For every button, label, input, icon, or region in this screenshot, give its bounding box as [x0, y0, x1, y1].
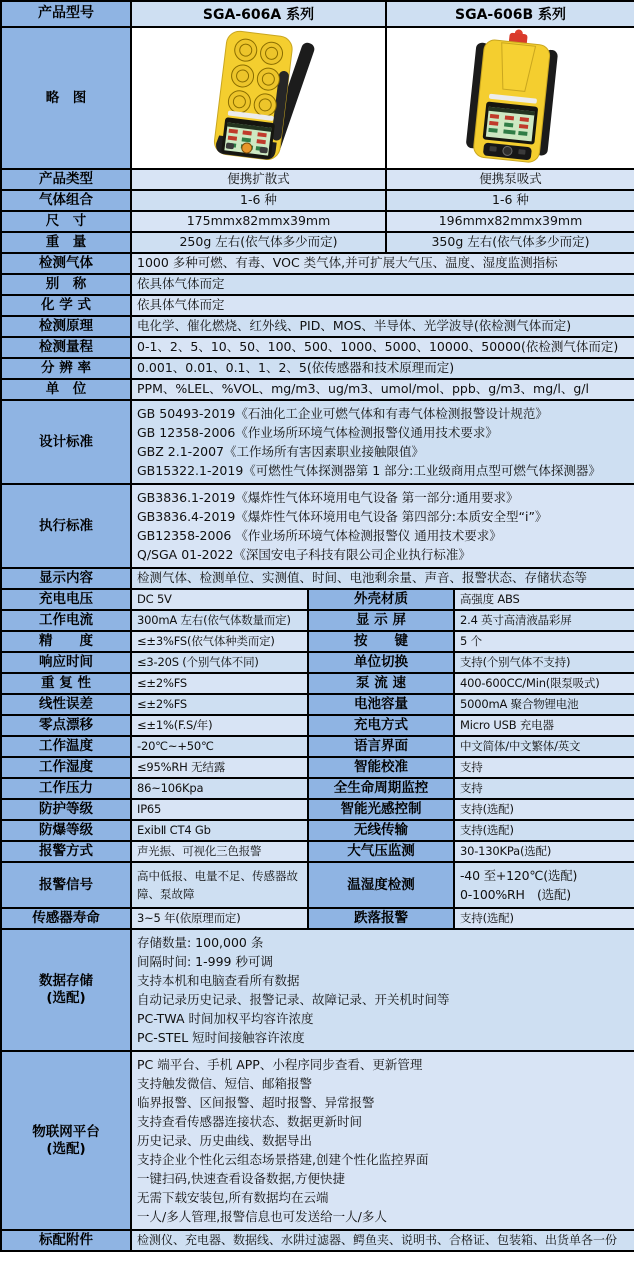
value-line: 一键扫码,快速查看设备数据,方便快捷	[137, 1171, 345, 1186]
spec-value: 检测仪、充电器、数据线、水阱过滤器、鳄鱼夹、说明书、合格证、包装箱、出货单各一份	[131, 1230, 634, 1251]
label-product-model: 产品型号	[1, 1, 131, 27]
standard-line: Q/SGA 01-2022《深国安电子科技有限公司企业执行标准》	[137, 547, 471, 562]
spec-value: ≤3-20S (个别气体不同)	[131, 652, 308, 673]
standard-line: GBZ 2.1-2007《工作场所有害因素职业接触限值》	[137, 444, 425, 459]
spec-value: ≤±2%FS	[131, 694, 308, 715]
spec-label: 工作温度	[1, 736, 131, 757]
sketch-cell-b	[386, 27, 634, 169]
row-detection-principle	[1, 316, 634, 337]
label-line: (选配)	[46, 990, 86, 1006]
value-line: PC-TWA 时间加权平均容许浓度	[137, 1011, 314, 1026]
row-charge-voltage	[1, 589, 634, 610]
spec-label: 单 位	[1, 379, 131, 400]
spec-value: 支持(个别气体不支持)	[454, 652, 634, 673]
spec-label: 执行标准	[1, 484, 131, 568]
spec-label: 响应时间	[1, 652, 131, 673]
label-sketch: 略 图	[1, 27, 131, 169]
sga-606b-product-image	[387, 28, 634, 168]
spec-label: 显 示 屏	[308, 610, 454, 631]
spec-value: IP65	[131, 799, 308, 820]
spec-value: 1000 多种可燃、有毒、VOC 类气体,并可扩展大气压、温度、湿度监测指标	[131, 253, 634, 274]
spec-value-a: 便携扩散式	[131, 169, 386, 190]
row-data-storage	[1, 929, 634, 1051]
row-linearity-error	[1, 694, 634, 715]
row-working-humidity	[1, 757, 634, 778]
spec-label: 充电电压	[1, 589, 131, 610]
spec-label: 充电方式	[308, 715, 454, 736]
spec-label: 外壳材质	[308, 589, 454, 610]
spec-label: 设计标准	[1, 400, 131, 484]
spec-value: ≤±2%FS	[131, 673, 308, 694]
spec-label: 电池容量	[308, 694, 454, 715]
row-sensor-life	[1, 908, 634, 929]
spec-label: 泵 流 速	[308, 673, 454, 694]
spec-label: 重 量	[1, 232, 131, 253]
spec-value: 2.4 英寸高清液晶彩屏	[454, 610, 634, 631]
spec-value: ≤±3%FS(依气体种类而定)	[131, 631, 308, 652]
spec-value: 300mA 左右(依气体数量而定)	[131, 610, 308, 631]
row-working-temperature	[1, 736, 634, 757]
spec-value: 支持	[454, 778, 634, 799]
value-line: PC 端平台、手机 APP、小程序同步查看、更新管理	[137, 1057, 423, 1072]
header-sga-606a: SGA-606A 系列	[131, 1, 386, 27]
row-alarm-mode	[1, 841, 634, 862]
spec-label: 标配附件	[1, 1230, 131, 1251]
row-explosion-proof-rating	[1, 820, 634, 841]
spec-value-lines	[131, 484, 634, 568]
spec-label: 精 度	[1, 631, 131, 652]
row-detection-range	[1, 337, 634, 358]
row-working-current	[1, 610, 634, 631]
spec-value: 依具体气体而定	[131, 274, 634, 295]
spec-value-lines	[131, 929, 634, 1051]
row-sketch	[1, 27, 634, 169]
spec-label: 气体组合	[1, 190, 131, 211]
spec-label: 按 键	[308, 631, 454, 652]
spec-value-b: 1-6 种	[386, 190, 634, 211]
spec-label: 显示内容	[1, 568, 131, 589]
standard-line: GB 12358-2006《作业场所环境气体检测报警仪通用技术要求》	[137, 425, 498, 440]
standard-line: GB3836.1-2019《爆炸性气体环境用电气设备 第一部分:通用要求》	[137, 490, 519, 505]
spec-label: 大气压监测	[308, 841, 454, 862]
spec-label: 零点漂移	[1, 715, 131, 736]
standard-line: GB 50493-2019《石油化工企业可燃气体和有毒气体检测报警设计规范》	[137, 406, 548, 421]
row-chemical-formula	[1, 295, 634, 316]
spec-value: 支持(选配)	[454, 820, 634, 841]
header-sga-606b: SGA-606B 系列	[386, 1, 634, 27]
spec-value: 0-1、2、5、10、50、100、500、1000、5000、10000、50000(依检测气体而定)	[131, 337, 634, 358]
sga-606a-product-image	[134, 28, 383, 168]
row-response-time	[1, 652, 634, 673]
spec-value: 30-130KPa(选配)	[454, 841, 634, 862]
spec-value: 高中低报、电量不足、传感器故障、泵故障	[131, 862, 308, 908]
value-line: PC-STEL 短时间接触容许浓度	[137, 1030, 305, 1045]
spec-label	[1, 929, 131, 1051]
spec-value: ≤±1%(F.S/年)	[131, 715, 308, 736]
spec-label: 线性误差	[1, 694, 131, 715]
spec-label: 工作压力	[1, 778, 131, 799]
spec-value-b: 196mmx82mmx39mm	[386, 211, 634, 232]
row-accuracy	[1, 631, 634, 652]
spec-value: 检测气体、检测单位、实测值、时间、电池剩余量、声音、报警状态、存储状态等	[131, 568, 634, 589]
spec-value: 5000mA 聚合物锂电池	[454, 694, 634, 715]
row-units	[1, 379, 634, 400]
label-line: (选配)	[46, 1140, 86, 1157]
spec-value-b: 便携泵吸式	[386, 169, 634, 190]
spec-label: 工作湿度	[1, 757, 131, 778]
spec-value: 高强度 ABS	[454, 589, 634, 610]
standard-line: GB12358-2006 《作业场所环境气体检测报警仪 通用技术要求》	[137, 528, 502, 543]
spec-value: 400-600CC/Min(限泵吸式)	[454, 673, 634, 694]
row-weight	[1, 232, 634, 253]
spec-label: 分 辨 率	[1, 358, 131, 379]
value-line: -40 至+120℃(选配)	[460, 868, 578, 883]
spec-value: 依具体气体而定	[131, 295, 634, 316]
value-line: 一人/多人管理,报警信息也可发送给一人/多人	[137, 1209, 387, 1224]
spec-value-a: 250g 左右(依气体多少而定)	[131, 232, 386, 253]
row-dimensions	[1, 211, 634, 232]
row-iot-platform	[1, 1051, 634, 1230]
sketch-cell-a	[131, 27, 386, 169]
value-line: 存储数量: 100,000 条	[137, 935, 264, 950]
spec-label: 温湿度检测	[308, 862, 454, 908]
value-line: 0-100%RH (选配)	[460, 887, 571, 902]
row-standard-accessories	[1, 1230, 634, 1251]
spec-value-a: 1-6 种	[131, 190, 386, 211]
standard-line: GB3836.4-2019《爆炸性气体环境用电气设备 第四部分:本质安全型“i”》	[137, 509, 548, 524]
row-zero-drift	[1, 715, 634, 736]
spec-label: 语言界面	[308, 736, 454, 757]
spec-label: 检测原理	[1, 316, 131, 337]
row-alarm-signal	[1, 862, 634, 908]
spec-value: ExibⅡ CT4 Gb	[131, 820, 308, 841]
row-gas-combination	[1, 190, 634, 211]
spec-label: 报警信号	[1, 862, 131, 908]
spec-value: 86~106Kpa	[131, 778, 308, 799]
value-line: 支持企业个性化云组态场景搭建,创建个性化监控界面	[137, 1152, 429, 1167]
spec-value: 3~5 年(依原理而定)	[131, 908, 308, 929]
spec-label: 单位切换	[308, 652, 454, 673]
value-line: 无需下载安装包,所有数据均在云端	[137, 1190, 329, 1205]
spec-label: 防爆等级	[1, 820, 131, 841]
spec-value: 中文简体/中文繁体/英文	[454, 736, 634, 757]
spec-label: 检测量程	[1, 337, 131, 358]
spec-value: DC 5V	[131, 589, 308, 610]
spec-label: 传感器寿命	[1, 908, 131, 929]
row-repeatability	[1, 673, 634, 694]
spec-value: 支持(选配)	[454, 908, 634, 929]
row-protection-rating	[1, 799, 634, 820]
row-resolution	[1, 358, 634, 379]
spec-label: 跌落报警	[308, 908, 454, 929]
spec-value: Micro USB 充电器	[454, 715, 634, 736]
spec-label: 智能校准	[308, 757, 454, 778]
row-product-type	[1, 169, 634, 190]
label-line: 物联网平台	[32, 1123, 100, 1140]
label-line: 数据存储	[39, 973, 93, 990]
spec-value: 5 个	[454, 631, 634, 652]
value-line: 间隔时间: 1-999 秒可调	[137, 954, 273, 969]
spec-label: 全生命周期监控	[308, 778, 454, 799]
spec-label: 别 称	[1, 274, 131, 295]
spec-label	[1, 1051, 131, 1230]
row-product-model	[1, 1, 634, 27]
standard-line: GB15322.1-2019《可燃性气体探测器第 1 部分:工业级商用点型可燃气体探测器》	[137, 463, 601, 478]
spec-value: 电化学、催化燃烧、红外线、PID、MOS、半导体、光学波导(依检测气体而定)	[131, 316, 634, 337]
row-alias	[1, 274, 634, 295]
spec-label: 产品类型	[1, 169, 131, 190]
row-design-standards	[1, 400, 634, 484]
spec-value-b: 350g 左右(依气体多少而定)	[386, 232, 634, 253]
spec-value-a: 175mmx82mmx39mm	[131, 211, 386, 232]
lcd-screen	[483, 101, 539, 144]
value-line: 历史记录、历史曲线、数据导出	[137, 1133, 313, 1148]
value-line: 自动记录历史记录、报警记录、故障记录、开关机时间等	[137, 992, 450, 1007]
value-line: 支持查看传感器连接状态、数据更新时间	[137, 1114, 363, 1129]
value-line: 支持触发微信、短信、邮箱报警	[137, 1076, 313, 1091]
spec-value-lines	[454, 862, 634, 908]
spec-value: PPM、%LEL、%VOL、mg/m3、ug/m3、umol/mol、ppb、g/m3、mg/l、g/l	[131, 379, 634, 400]
spec-label: 报警方式	[1, 841, 131, 862]
spec-value: ≤95%RH 无结露	[131, 757, 308, 778]
spec-label: 智能光感控制	[308, 799, 454, 820]
spec-label: 检测气体	[1, 253, 131, 274]
spec-value: 声光振、可视化三色报警	[131, 841, 308, 862]
spec-value: 0.001、0.01、0.1、1、2、5(依传感器和技术原理而定)	[131, 358, 634, 379]
row-execution-standards	[1, 484, 634, 568]
row-detected-gases	[1, 253, 634, 274]
row-working-pressure	[1, 778, 634, 799]
value-line: 支持本机和电脑查看所有数据	[137, 973, 300, 988]
spec-value-lines	[131, 1051, 634, 1230]
spec-value: 支持	[454, 757, 634, 778]
spec-label: 尺 寸	[1, 211, 131, 232]
spec-label: 化 学 式	[1, 295, 131, 316]
spec-value-lines	[131, 400, 634, 484]
spec-label: 工作电流	[1, 610, 131, 631]
row-display-content	[1, 568, 634, 589]
spec-label: 防护等级	[1, 799, 131, 820]
spec-value: 支持(选配)	[454, 799, 634, 820]
value-line: 临界报警、区间报警、超时报警、异常报警	[137, 1095, 375, 1110]
spec-label: 重 复 性	[1, 673, 131, 694]
spec-value: -20℃~+50℃	[131, 736, 308, 757]
spec-label: 无线传输	[308, 820, 454, 841]
